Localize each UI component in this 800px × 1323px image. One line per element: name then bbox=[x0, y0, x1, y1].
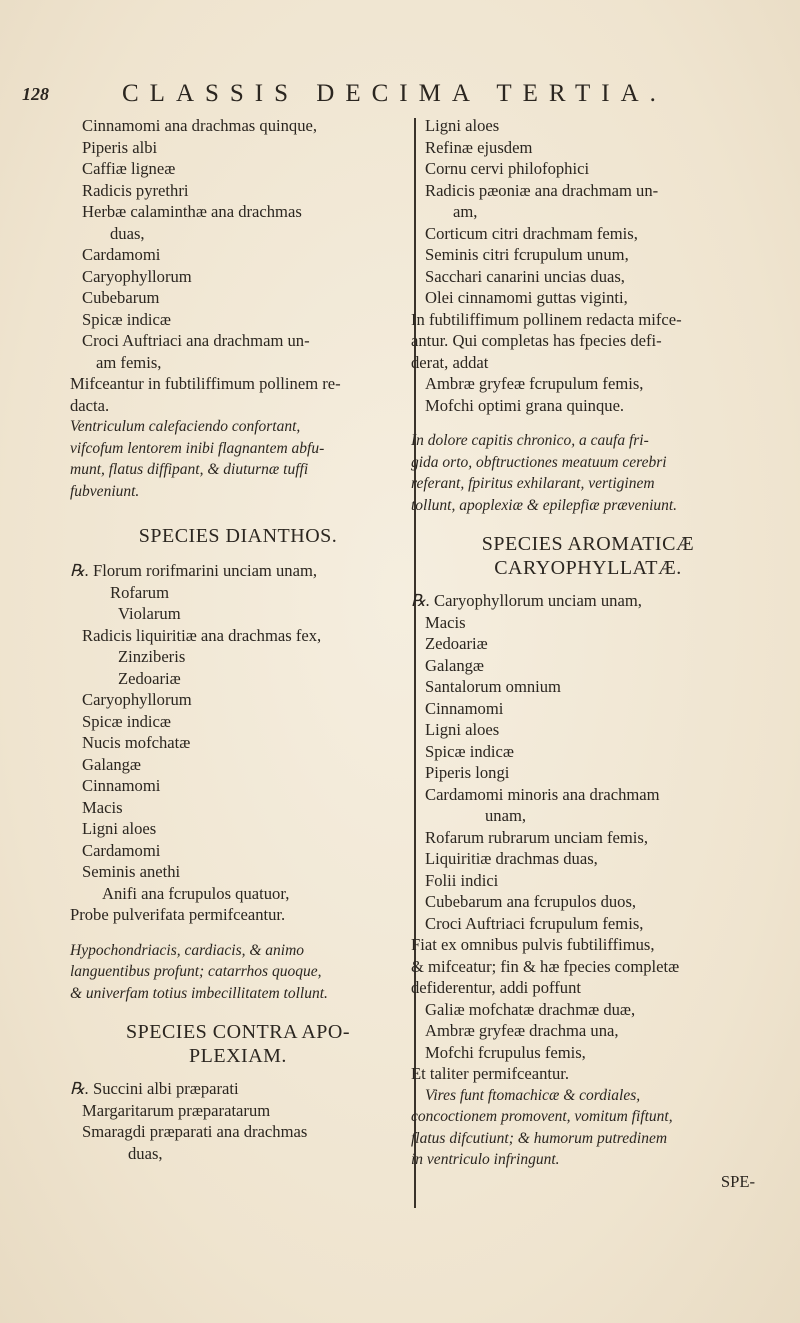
recipe-ingredients bbox=[70, 1078, 406, 1164]
note-line: tollunt, apoplexiæ & epilepfiæ præveniunt. bbox=[411, 496, 678, 514]
text-line: Rofarum bbox=[110, 582, 169, 602]
recipe-note bbox=[70, 940, 406, 1005]
text-line: Folii indici bbox=[425, 870, 499, 890]
text-line: Herbæ calaminthæ ana drachmas bbox=[82, 202, 302, 221]
text-line: & mifceatur; fin & hæ fpecies completæ bbox=[411, 956, 680, 976]
text-line: Sacchari canarini uncias duas, bbox=[425, 266, 625, 286]
recipe-note bbox=[70, 416, 406, 502]
text-line: Probe pulverifata permifceantur. bbox=[70, 905, 286, 924]
text-line: Rofarum rubrarum unciam femis, bbox=[425, 827, 649, 847]
recipe-symbol: ℞. bbox=[70, 1079, 90, 1098]
left-column bbox=[70, 115, 406, 1164]
text-line: Radicis pæoniæ ana drachmam un- bbox=[425, 180, 659, 200]
text-line: Refinæ ejusdem bbox=[425, 137, 533, 157]
text-line: Caryophyllorum bbox=[82, 266, 192, 286]
text-line: Caryophyllorum bbox=[82, 690, 192, 709]
heading-line: PLEXIAM. bbox=[189, 1045, 287, 1067]
text-line: Ligni aloes bbox=[425, 116, 500, 135]
text-line: Cinnamomi bbox=[425, 698, 504, 718]
text-line: Cardamomi bbox=[82, 245, 161, 264]
text-line: Seminis citri fcrupulum unum, bbox=[425, 245, 629, 264]
recipe-note bbox=[411, 1085, 765, 1171]
note-line: Vires funt ftomachicæ & cordiales, bbox=[425, 1086, 641, 1104]
text-line: Et taliter permifceantur. bbox=[411, 1064, 570, 1083]
text-line: Fiat ex omnibus pulvis fubtiliffimus, bbox=[411, 935, 655, 954]
text-line: Zinziberis bbox=[118, 647, 186, 666]
text-line: Cardamomi bbox=[82, 840, 161, 860]
recipe-ingredients bbox=[70, 560, 406, 926]
text-line: Corticum citri drachmam femis, bbox=[425, 223, 638, 243]
note-line: fubveniunt. bbox=[70, 482, 140, 500]
text-line: duas, bbox=[128, 1143, 163, 1163]
text-line: Radicis liquiritiæ ana drachmas fex, bbox=[82, 625, 322, 645]
text-line: unam, bbox=[485, 806, 527, 825]
note-line: languentibus profunt; catarrhos quoque, bbox=[70, 963, 322, 980]
note-line: in ventriculo infringunt. bbox=[411, 1151, 560, 1168]
note-line: concoctionem promovent, vomitum fiftunt, bbox=[411, 1108, 673, 1125]
text-line: Cubebarum bbox=[82, 288, 160, 307]
text-line: Caffiæ ligneæ bbox=[82, 159, 176, 178]
recipe-note bbox=[411, 430, 765, 516]
note-line: Hypochondriacis, cardiacis, & animo bbox=[70, 941, 305, 959]
recipe-ingredients bbox=[411, 590, 765, 1085]
text-line: Liquiritiæ drachmas duas, bbox=[425, 849, 598, 868]
text-line: derat, addat bbox=[411, 352, 489, 372]
text-line: Margaritarum præparatarum bbox=[82, 1100, 271, 1120]
text-line: Ligni aloes bbox=[82, 819, 157, 838]
text-line: am, bbox=[453, 202, 478, 221]
text-line: Ligni aloes bbox=[425, 720, 500, 739]
section-heading bbox=[70, 1020, 406, 1068]
note-line: vifcofum lentorem inibi flagnantem abfu- bbox=[70, 439, 325, 457]
heading-line: SPECIES AROMATICÆ bbox=[481, 533, 695, 555]
note-line: & univerfam totius imbecillitatem tollunt. bbox=[70, 984, 328, 1002]
text-line: antur. Qui completas has fpecies defi- bbox=[411, 331, 662, 350]
section-heading: SPECIES DIANTHOS. bbox=[138, 525, 338, 547]
text-line: Zedoariæ bbox=[425, 634, 488, 653]
note-line: flatus difcutiunt; & humorum putredinem bbox=[411, 1129, 668, 1147]
note-line: munt, flatus diffipant, & diuturnæ tuffi bbox=[70, 461, 309, 478]
text-line: Cinnamomi ana drachmas quinque, bbox=[82, 116, 318, 135]
text-line: Olei cinnamomi guttas viginti, bbox=[425, 288, 628, 307]
text-line: Croci Auftriaci fcrupulum femis, bbox=[425, 913, 644, 933]
recipe-ingredients bbox=[411, 115, 765, 416]
text-line: Anifi ana fcrupulos quatuor, bbox=[102, 883, 290, 903]
text-line: Caryophyllorum unciam unam, bbox=[434, 591, 642, 610]
text-line: In fubtiliffimum pollinem redacta mifce- bbox=[411, 309, 682, 329]
text-line: Seminis anethi bbox=[82, 862, 181, 881]
catchword: SPE- bbox=[720, 1171, 755, 1191]
text-line: Zedoariæ bbox=[118, 668, 181, 688]
text-line: Piperis longi bbox=[425, 763, 510, 782]
heading-line: CARYOPHYLLATÆ. bbox=[494, 557, 682, 579]
text-line: Nucis mofchatæ bbox=[82, 733, 191, 752]
text-line: Galangæ bbox=[425, 655, 484, 675]
text-line: Spicæ indicæ bbox=[82, 309, 171, 329]
recipe-ingredients bbox=[70, 115, 406, 416]
text-line: Radicis pyrethri bbox=[82, 180, 189, 200]
text-line: Cardamomi minoris ana drachmam bbox=[425, 784, 660, 804]
text-line: Mofchi fcrupulus femis, bbox=[425, 1042, 586, 1062]
recipe-symbol: ℞. bbox=[411, 591, 431, 610]
text-line: Galiæ mofchatæ drachmæ duæ, bbox=[425, 999, 636, 1019]
text-line: Spicæ indicæ bbox=[425, 741, 514, 761]
text-line: Galangæ bbox=[82, 754, 141, 774]
note-line: referant, fpiritus exhilarant, vertiginem bbox=[411, 475, 655, 492]
text-line: Spicæ indicæ bbox=[82, 711, 171, 731]
note-line: Ventriculum calefaciendo confortant, bbox=[70, 418, 301, 435]
text-line: Ambræ gryfeæ fcrupulum femis, bbox=[425, 374, 644, 393]
text-line: am femis, bbox=[96, 352, 162, 372]
text-line: Succini albi præparati bbox=[93, 1079, 239, 1098]
running-title: CLASSIS DECIMA TERTIA. bbox=[122, 80, 667, 107]
recipe-symbol: ℞. bbox=[70, 561, 90, 580]
page-header bbox=[0, 80, 800, 110]
text-line: Santalorum omnium bbox=[425, 677, 561, 696]
section-heading bbox=[411, 532, 765, 580]
note-line: gida orto, obftructiones meatuum cerebri bbox=[411, 453, 667, 471]
text-line: Piperis albi bbox=[82, 137, 158, 157]
text-line: Croci Auftriaci ana drachmam un- bbox=[82, 331, 310, 350]
text-line: Cubebarum ana fcrupulos duos, bbox=[425, 892, 637, 911]
text-line: Violarum bbox=[118, 604, 181, 623]
right-column bbox=[411, 115, 765, 1192]
text-line: duas, bbox=[110, 223, 145, 243]
text-line: Smaragdi præparati ana drachmas bbox=[82, 1122, 308, 1141]
text-line: Ambræ gryfeæ drachma una, bbox=[425, 1021, 619, 1040]
text-line: Florum rorifmarini unciam unam, bbox=[93, 561, 317, 580]
page-number: 128 bbox=[22, 84, 49, 104]
text-line: defiderentur, addi poffunt bbox=[411, 978, 581, 997]
text-line: Macis bbox=[425, 612, 466, 632]
text-line: Mofchi optimi grana quinque. bbox=[425, 395, 625, 415]
text-line: Cornu cervi philofophici bbox=[425, 159, 590, 178]
text-line: dacta. bbox=[70, 395, 110, 415]
text-line: Mifceantur in fubtiliffimum pollinem re- bbox=[70, 374, 341, 393]
text-line: Macis bbox=[82, 797, 123, 817]
text-line: Cinnamomi bbox=[82, 776, 161, 795]
note-line: In dolore capitis chronico, a caufa fri- bbox=[411, 432, 649, 449]
heading-line: SPECIES CONTRA APO- bbox=[126, 1021, 350, 1043]
